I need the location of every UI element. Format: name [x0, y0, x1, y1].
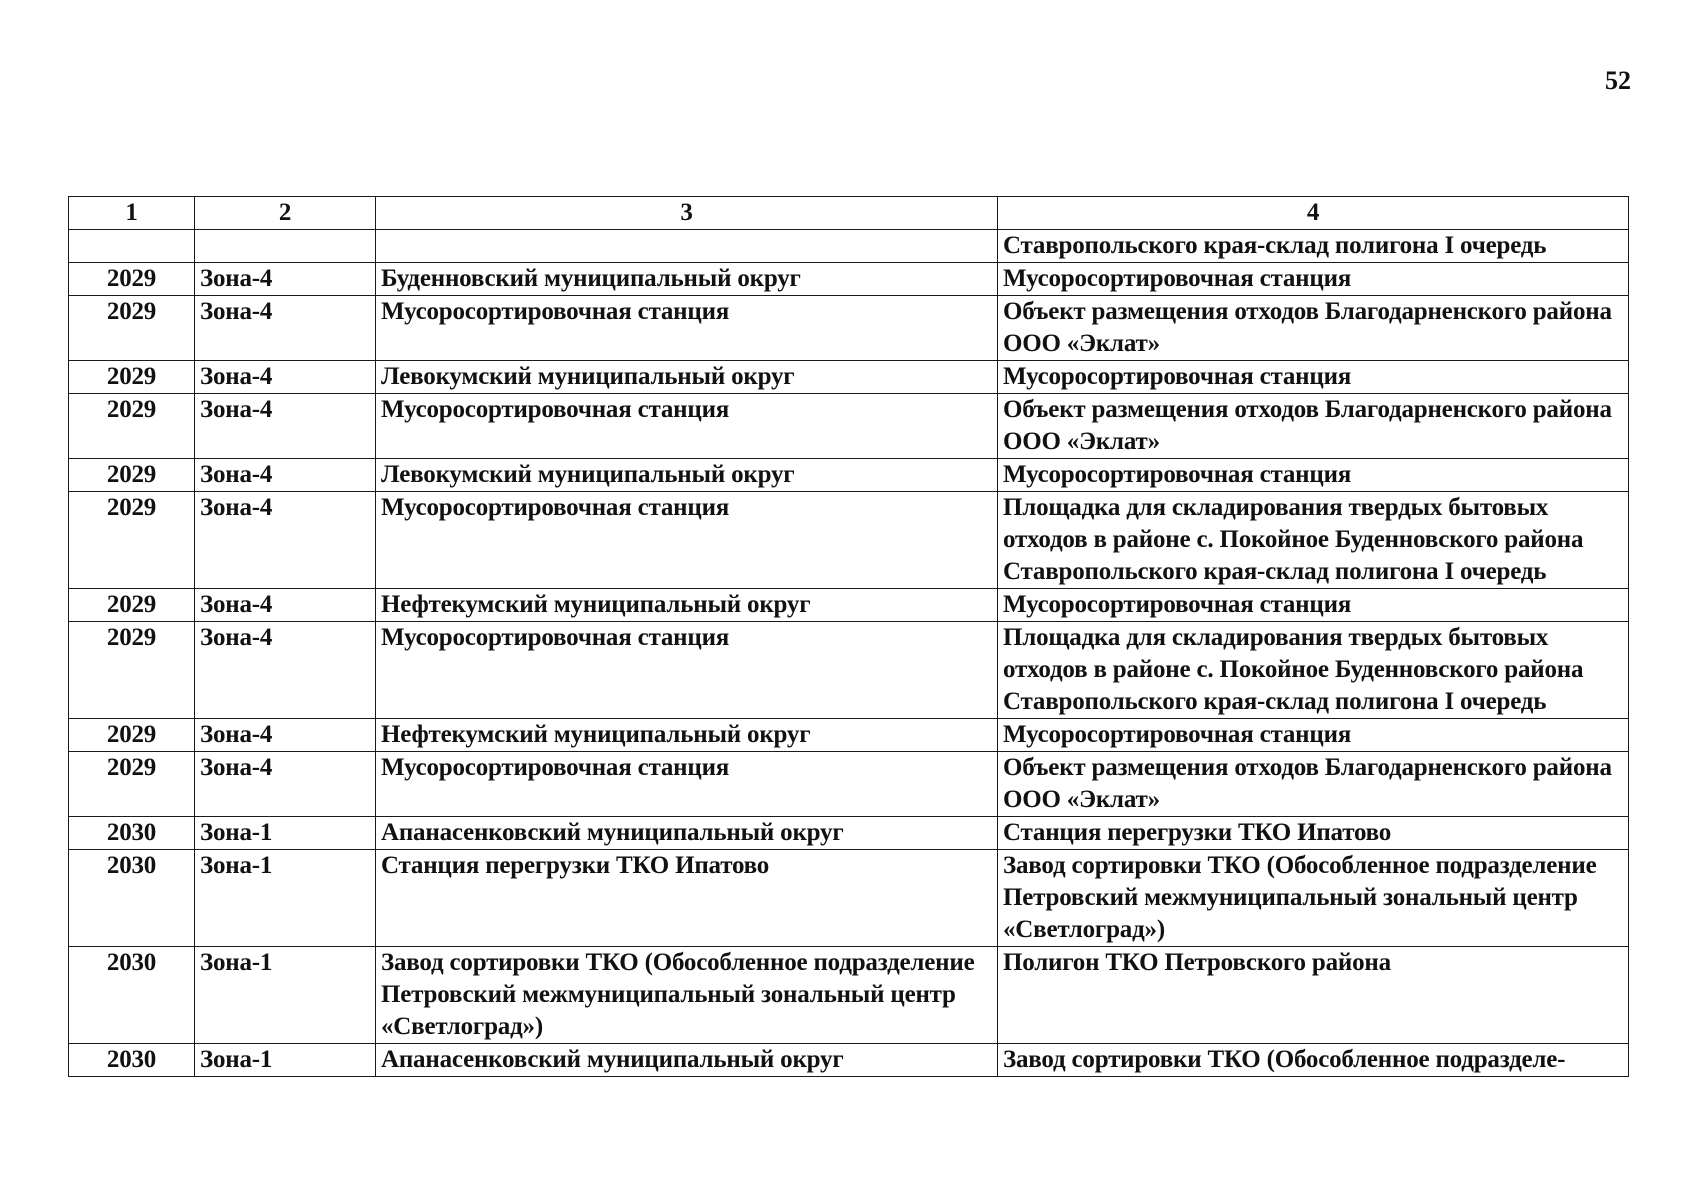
zone-cell: Зона-4	[195, 296, 376, 361]
year-cell: 2029	[69, 719, 195, 752]
source-cell: Левокумский муниципальный округ	[376, 361, 998, 394]
destination-cell: Мусоросортировочная станция	[998, 719, 1629, 752]
table-header-row	[69, 197, 1629, 230]
year-cell: 2030	[69, 1044, 195, 1077]
destination-cell: Станция перегрузки ТКО Ипатово	[998, 817, 1629, 850]
page-number: 52	[1605, 66, 1631, 95]
table-row	[69, 719, 1629, 752]
destination-cell: Объект размещения отходов Благодарненского района ООО «Эклат»	[998, 296, 1629, 361]
source-cell: Апанасенковский муниципальный округ	[376, 817, 998, 850]
zone-cell: Зона-4	[195, 361, 376, 394]
year-cell: 2029	[69, 361, 195, 394]
source-cell: Мусоросортировочная станция	[376, 394, 998, 459]
destination-cell: Мусоросортировочная станция	[998, 589, 1629, 622]
source-cell: Буденновский муниципальный округ	[376, 263, 998, 296]
year-cell: 2029	[69, 459, 195, 492]
destination-cell: Завод сортировки ТКО (Обособленное подразделе-	[998, 1044, 1629, 1077]
table-row	[69, 622, 1629, 719]
source-cell: Нефтекумский муниципальный округ	[376, 719, 998, 752]
zone-cell: Зона-4	[195, 752, 376, 817]
source-cell: Нефтекумский муниципальный округ	[376, 589, 998, 622]
zone-cell: Зона-4	[195, 263, 376, 296]
destination-cell: Полигон ТКО Петровского района	[998, 947, 1629, 1044]
destination-cell: Объект размещения отходов Благодарненского района ООО «Эклат»	[998, 752, 1629, 817]
destination-cell: Площадка для складирования твердых бытовых отходов в районе с. Покойное Буденновского района Ставропольского края-склад полигона I очередь	[998, 492, 1629, 589]
table-row	[69, 492, 1629, 589]
year-cell: 2029	[69, 752, 195, 817]
zone-cell	[195, 230, 376, 263]
destination-cell: Площадка для складирования твердых бытовых отходов в районе с. Покойное Буденновского района Ставропольского края-склад полигона I очередь	[998, 622, 1629, 719]
source-cell: Завод сортировки ТКО (Обособленное подразделение Петровский межмуниципальный зональный центр «Светлоград»)	[376, 947, 998, 1044]
table-row	[69, 850, 1629, 947]
zone-cell: Зона-4	[195, 394, 376, 459]
year-cell: 2029	[69, 589, 195, 622]
table-row	[69, 817, 1629, 850]
table-row	[69, 263, 1629, 296]
destination-cell: Ставропольского края-склад полигона I очередь	[998, 230, 1629, 263]
table-row	[69, 589, 1629, 622]
zone-cell: Зона-1	[195, 850, 376, 947]
column-header-4: 4	[998, 197, 1629, 230]
table-row	[69, 947, 1629, 1044]
zone-cell: Зона-4	[195, 492, 376, 589]
source-cell	[376, 230, 998, 263]
year-cell: 2029	[69, 622, 195, 719]
year-cell: 2029	[69, 263, 195, 296]
year-cell: 2029	[69, 394, 195, 459]
source-cell: Мусоросортировочная станция	[376, 752, 998, 817]
zone-cell: Зона-1	[195, 817, 376, 850]
source-cell: Мусоросортировочная станция	[376, 492, 998, 589]
destination-cell: Мусоросортировочная станция	[998, 459, 1629, 492]
table-row	[69, 361, 1629, 394]
column-header-3: 3	[376, 197, 998, 230]
year-cell: 2030	[69, 947, 195, 1044]
year-cell: 2030	[69, 817, 195, 850]
source-cell: Станция перегрузки ТКО Ипатово	[376, 850, 998, 947]
year-cell	[69, 230, 195, 263]
source-cell: Левокумский муниципальный округ	[376, 459, 998, 492]
zone-cell: Зона-4	[195, 459, 376, 492]
destination-cell: Мусоросортировочная станция	[998, 361, 1629, 394]
table-row	[69, 296, 1629, 361]
table-row	[69, 752, 1629, 817]
zone-cell: Зона-1	[195, 1044, 376, 1077]
table-row	[69, 230, 1629, 263]
destination-cell: Завод сортировки ТКО (Обособленное подразделение Петровский межмуниципальный зональный центр «Светлоград»)	[998, 850, 1629, 947]
zone-cell: Зона-4	[195, 719, 376, 752]
year-cell: 2029	[69, 296, 195, 361]
source-cell: Мусоросортировочная станция	[376, 622, 998, 719]
year-cell: 2030	[69, 850, 195, 947]
table-body	[69, 230, 1629, 1077]
routes-table	[68, 196, 1629, 1077]
destination-cell: Объект размещения отходов Благодарненского района ООО «Эклат»	[998, 394, 1629, 459]
table-row	[69, 394, 1629, 459]
source-cell: Апанасенковский муниципальный округ	[376, 1044, 998, 1077]
column-header-1: 1	[69, 197, 195, 230]
table-row	[69, 1044, 1629, 1077]
zone-cell: Зона-1	[195, 947, 376, 1044]
year-cell: 2029	[69, 492, 195, 589]
zone-cell: Зона-4	[195, 589, 376, 622]
table-row	[69, 459, 1629, 492]
source-cell: Мусоросортировочная станция	[376, 296, 998, 361]
destination-cell: Мусоросортировочная станция	[998, 263, 1629, 296]
zone-cell: Зона-4	[195, 622, 376, 719]
column-header-2: 2	[195, 197, 376, 230]
